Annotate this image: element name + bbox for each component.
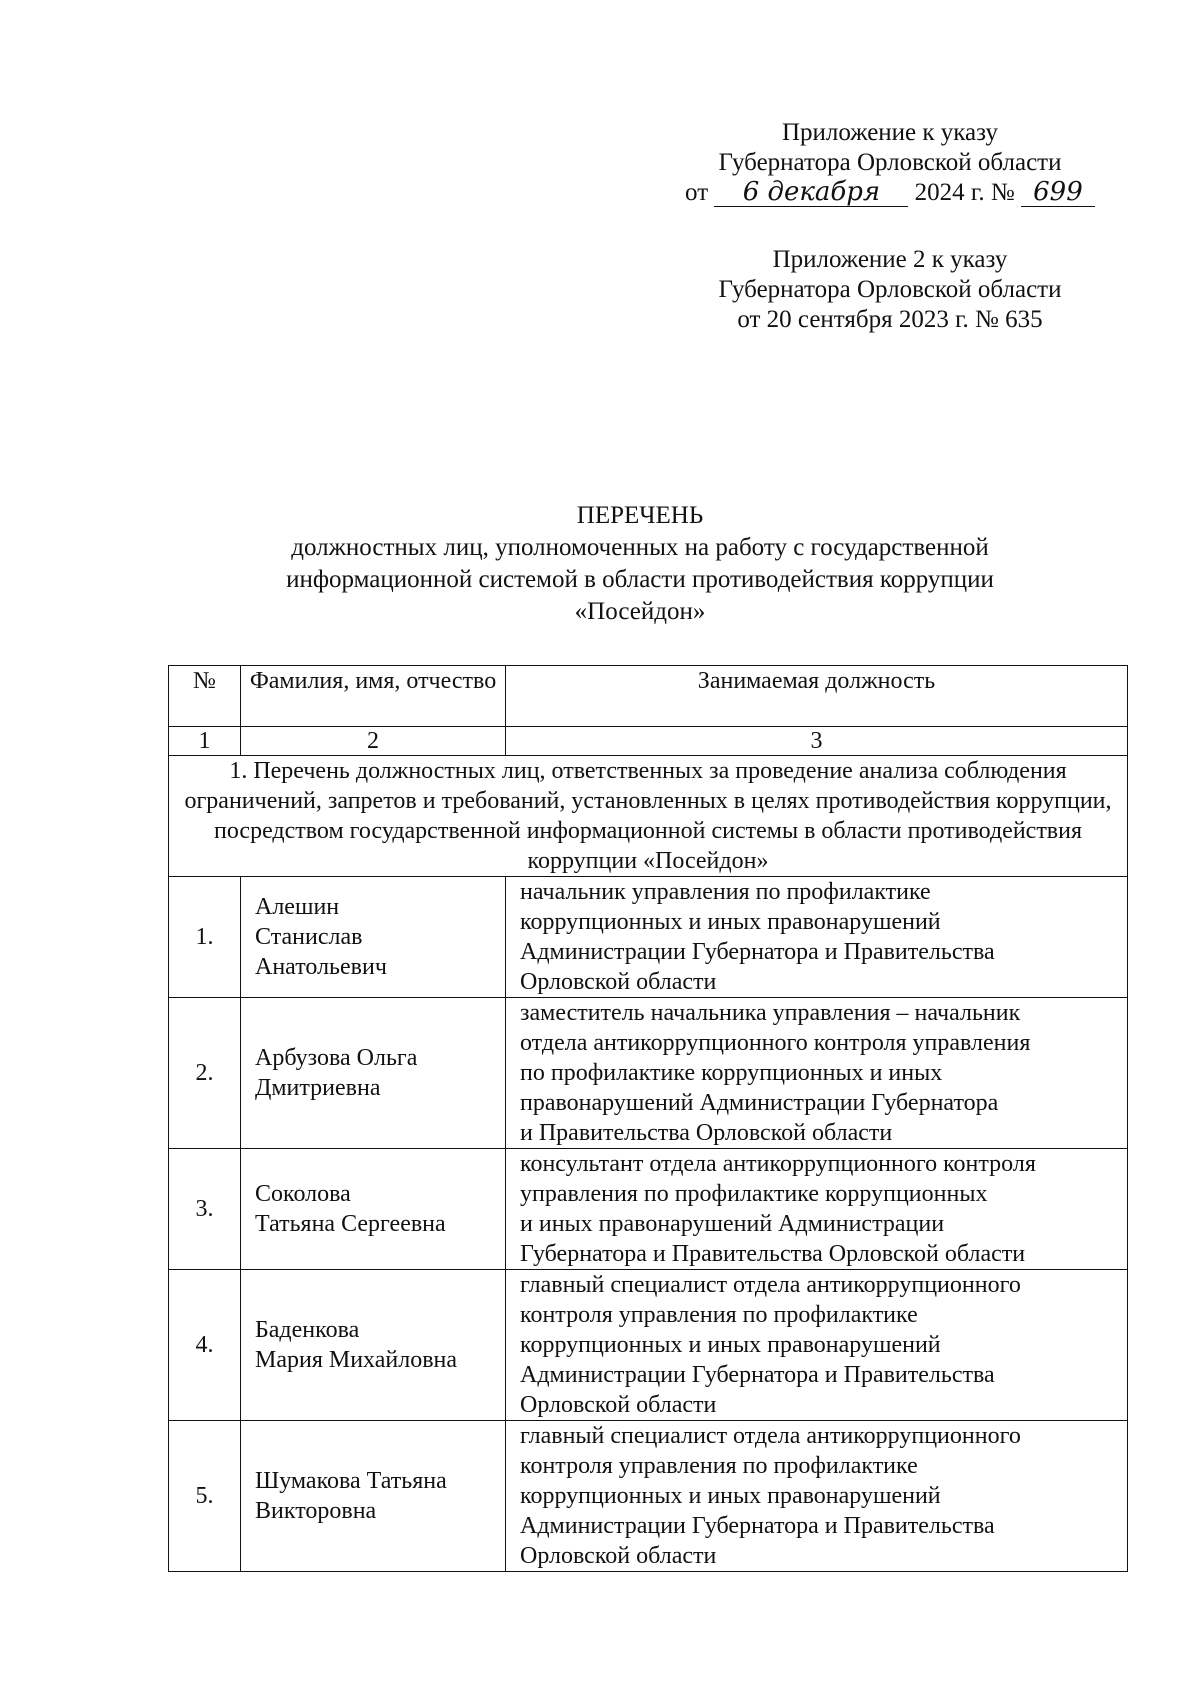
position-line: Орловской области bbox=[520, 1543, 717, 1569]
appendix-new-year: 2024 г. № bbox=[914, 179, 1015, 206]
row-number: 2. bbox=[169, 998, 241, 1149]
position-line: главный специалист отдела антикоррупционного bbox=[520, 1423, 1021, 1449]
row-full-name bbox=[241, 998, 506, 1149]
position-line: Администрации Губернатора и Правительства bbox=[520, 1513, 995, 1539]
column-index: 1 bbox=[169, 727, 241, 756]
row-full-name bbox=[241, 1270, 506, 1421]
position-line: главный специалист отдела антикоррупционного bbox=[520, 1272, 1021, 1298]
column-index: 3 bbox=[506, 727, 1128, 756]
appendix-old-line1: Приложение 2 к указу bbox=[772, 246, 1008, 273]
row-number: 1. bbox=[169, 877, 241, 998]
position-line: консультант отдела антикоррупционного контроля bbox=[520, 1151, 1036, 1177]
column-index: 2 bbox=[241, 727, 506, 756]
table-row bbox=[169, 1270, 1128, 1421]
name-line: Анатольевич bbox=[255, 954, 387, 980]
position-line: коррупционных и иных правонарушений bbox=[520, 1332, 941, 1358]
position-line: и иных правонарушений Администрации bbox=[520, 1211, 945, 1237]
name-line: Мария Михайловна bbox=[255, 1347, 458, 1373]
row-position bbox=[506, 1270, 1128, 1421]
name-line: Арбузова Ольга bbox=[255, 1045, 418, 1071]
name-line: Шумакова Татьяна bbox=[255, 1468, 447, 1494]
position-line: коррупционных и иных правонарушений bbox=[520, 909, 941, 935]
header-name: Фамилия, имя, отчество bbox=[241, 666, 506, 727]
row-full-name bbox=[241, 877, 506, 998]
row-position bbox=[506, 998, 1128, 1149]
table-body bbox=[169, 877, 1128, 1572]
position-line: коррупционных и иных правонарушений bbox=[520, 1483, 941, 1509]
position-line: контроля управления по профилактике bbox=[520, 1453, 918, 1479]
title-line2: информационной системой в области противодействия коррупции bbox=[286, 566, 994, 593]
name-line: Баденкова bbox=[255, 1317, 360, 1343]
position-line: заместитель начальника управления – начальник bbox=[520, 1000, 1021, 1026]
section-row bbox=[169, 756, 1128, 877]
row-number: 3. bbox=[169, 1149, 241, 1270]
position-line: Орловской области bbox=[520, 1392, 717, 1418]
row-full-name bbox=[241, 1421, 506, 1572]
row-position bbox=[506, 1149, 1128, 1270]
table-row bbox=[169, 1149, 1128, 1270]
column-index-row bbox=[169, 727, 1128, 756]
position-line: Администрации Губернатора и Правительства bbox=[520, 939, 995, 965]
appendix-new-line1: Приложение к указу bbox=[781, 119, 999, 146]
position-line: и Правительства Орловской области bbox=[520, 1120, 893, 1146]
name-line: Дмитриевна bbox=[255, 1075, 381, 1101]
appendix-old-block bbox=[650, 245, 1130, 335]
table-row bbox=[169, 1421, 1128, 1572]
appendix-new-prefix: от bbox=[685, 179, 709, 206]
position-line: контроля управления по профилактике bbox=[520, 1302, 918, 1328]
position-line: управления по профилактике коррупционных bbox=[520, 1181, 988, 1207]
position-line: правонарушений Администрации Губернатора bbox=[520, 1090, 999, 1116]
appendix-old-line2: Губернатора Орловской области bbox=[718, 276, 1062, 303]
header-position: Занимаемая должность bbox=[506, 666, 1128, 727]
title-heading: ПЕРЕЧЕНЬ bbox=[576, 502, 704, 529]
appendix-new-date-line bbox=[650, 178, 1130, 208]
officials-table bbox=[168, 665, 1128, 1572]
position-line: Губернатора и Правительства Орловской области bbox=[520, 1241, 1026, 1267]
title-line3: «Посейдон» bbox=[574, 598, 706, 625]
appendix-new-block bbox=[650, 118, 1130, 208]
position-line: отдела антикоррупционного контроля управления bbox=[520, 1030, 1031, 1056]
handwritten-number: 699 bbox=[1021, 178, 1095, 207]
appendix-new-line2: Губернатора Орловской области bbox=[718, 149, 1062, 176]
position-line: Орловской области bbox=[520, 969, 717, 995]
row-number: 4. bbox=[169, 1270, 241, 1421]
title-line1: должностных лиц, уполномоченных на работу с государственной bbox=[291, 534, 989, 561]
row-number: 5. bbox=[169, 1421, 241, 1572]
name-line: Соколова bbox=[255, 1181, 351, 1207]
document-title bbox=[150, 500, 1130, 628]
section-title: 1. Перечень должностных лиц, ответственных за проведение анализа соблюдения ограничений, запретов и требований, установленных в целях противодействия коррупции, посредством государственной информационной системы в области противодействия коррупции «Посейдон» bbox=[169, 756, 1128, 877]
name-line: Татьяна Сергеевна bbox=[255, 1211, 446, 1237]
header-num: № bbox=[169, 666, 241, 727]
handwritten-date: 6 декабря bbox=[714, 178, 908, 207]
position-line: начальник управления по профилактике bbox=[520, 879, 931, 905]
appendix-old-line3: от 20 сентября 2023 г. № 635 bbox=[737, 306, 1043, 333]
table-row bbox=[169, 998, 1128, 1149]
name-line: Алешин bbox=[255, 894, 340, 920]
name-line: Викторовна bbox=[255, 1498, 377, 1524]
name-line: Станислав bbox=[255, 924, 363, 950]
table-row bbox=[169, 877, 1128, 998]
table-header-row bbox=[169, 666, 1128, 727]
position-line: Администрации Губернатора и Правительства bbox=[520, 1362, 995, 1388]
position-line: по профилактике коррупционных и иных bbox=[520, 1060, 943, 1086]
row-position bbox=[506, 1421, 1128, 1572]
row-position bbox=[506, 877, 1128, 998]
row-full-name bbox=[241, 1149, 506, 1270]
